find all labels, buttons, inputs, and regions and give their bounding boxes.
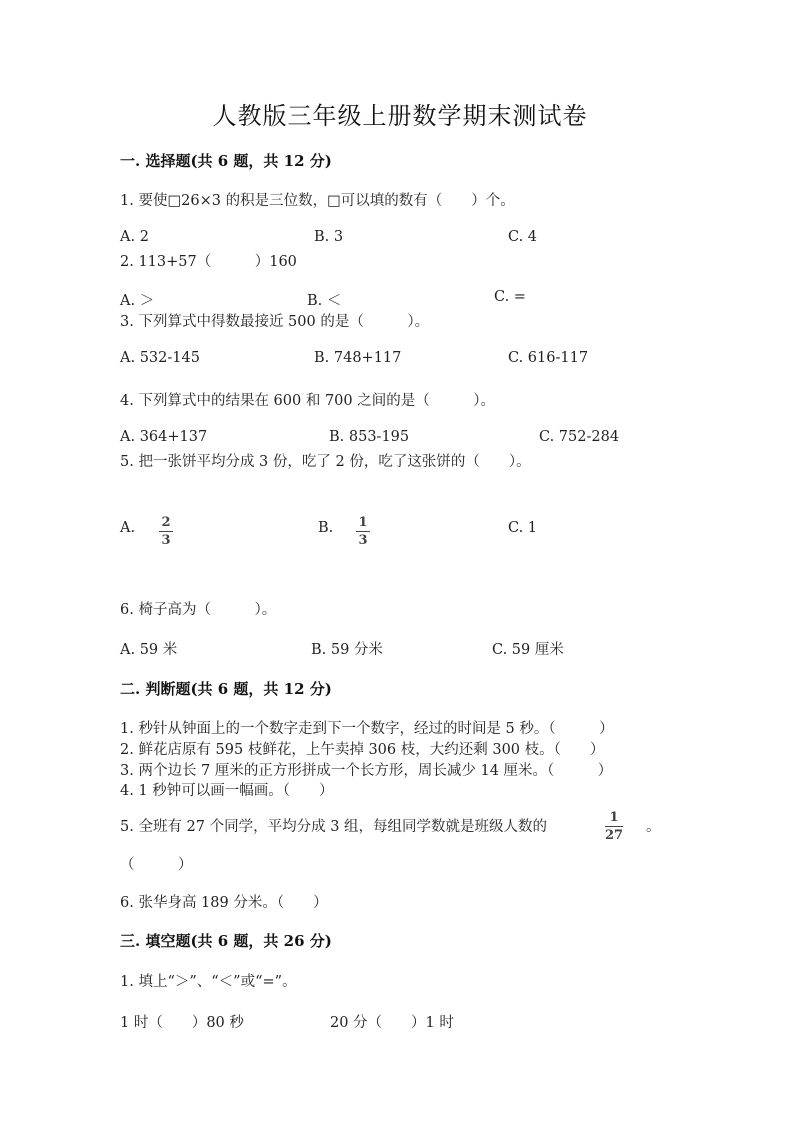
fraction-denominator: 3 bbox=[358, 533, 368, 548]
question-text: 1. 秒针从钟面上的一个数字走到下一个数字，经过的时间是 5 秒。（ ） bbox=[120, 721, 614, 737]
section-heading-choice: 一. 选择题(共 6 题，共 12 分) bbox=[120, 152, 332, 170]
option-c[interactable]: C. 1 bbox=[508, 520, 538, 536]
option-a[interactable]: A. 59 米 bbox=[120, 642, 178, 658]
option-a[interactable]: A. 532-145 bbox=[120, 350, 200, 366]
fraction-numerator: 1 bbox=[609, 810, 619, 825]
option-b[interactable]: B. 3 bbox=[314, 229, 344, 245]
section-heading-judgement: 二. 判断题(共 6 题，共 12 分) bbox=[120, 680, 332, 698]
question-text: 2. 鲜花店原有 595 枝鲜花，上午卖掉 306 枝，大约还剩 300 枝。（ ） bbox=[120, 742, 605, 758]
question-text: 6. 椅子高为（ ）。 bbox=[120, 602, 277, 618]
section-heading-fill-in: 三. 填空题(共 6 题，共 26 分) bbox=[120, 932, 332, 950]
question-text: 4. 下列算式中的结果在 600 和 700 之间的是（ ）。 bbox=[120, 393, 495, 409]
question-text: 1. 要使□26×3 的积是三位数，□可以填的数有（ ）个。 bbox=[120, 193, 515, 209]
option-b[interactable]: B. 853-195 bbox=[329, 429, 410, 445]
question-text: 5. 全班有 27 个同学，平均分成 3 组，每组同学数就是班级人数的 bbox=[120, 819, 548, 835]
question-text: 1. 填上“＞”、“＜”或“=”。 bbox=[120, 974, 297, 990]
fill-item[interactable]: 20 分（ ）1 时 bbox=[330, 1015, 454, 1031]
option-a[interactable]: A. ＞ bbox=[120, 293, 155, 309]
sentence-end: 。 bbox=[646, 819, 661, 835]
fraction-numerator: 2 bbox=[161, 515, 171, 530]
option-a[interactable]: A. 2 bbox=[120, 229, 149, 245]
option-c[interactable]: C. = bbox=[494, 289, 526, 305]
option-c[interactable]: C. 616-117 bbox=[508, 350, 589, 366]
fraction-two-thirds bbox=[159, 511, 173, 547]
option-a[interactable]: A. 364+137 bbox=[120, 429, 208, 445]
question-text: 6. 张华身高 189 分米。（ ） bbox=[120, 895, 328, 911]
fraction-denominator: 3 bbox=[161, 533, 171, 548]
answer-bracket[interactable]: （ ） bbox=[120, 857, 193, 873]
fraction-numerator: 1 bbox=[358, 515, 368, 530]
option-b[interactable]: B. ＜ bbox=[307, 293, 342, 309]
option-b[interactable]: B. 59 分米 bbox=[311, 642, 383, 658]
fraction-one-third bbox=[356, 511, 370, 547]
question-text: 5. 把一张饼平均分成 3 份，吃了 2 份，吃了这张饼的（ ）。 bbox=[120, 454, 531, 470]
fraction-denominator: 27 bbox=[605, 828, 624, 843]
question-text: 3. 两个边长 7 厘米的正方形拼成一个长方形，周长减少 14 厘米。（ ） bbox=[120, 763, 613, 779]
fraction-one-27th bbox=[605, 806, 623, 842]
option-c[interactable]: C. 59 厘米 bbox=[492, 642, 564, 658]
fill-item[interactable]: 1 时（ ）80 秒 bbox=[120, 1015, 244, 1031]
question-text: 3. 下列算式中得数最接近 500 的是（ ）。 bbox=[120, 314, 430, 330]
option-a[interactable]: A. bbox=[120, 520, 136, 536]
option-b[interactable]: B. bbox=[318, 520, 334, 536]
page-title: 人教版三年级上册数学期末测试卷 bbox=[212, 102, 588, 130]
question-text: 2. 113+57（ ）160 bbox=[120, 254, 297, 270]
question-text: 4. 1 秒钟可以画一幅画。（ ） bbox=[120, 783, 334, 799]
option-c[interactable]: C. 4 bbox=[508, 229, 538, 245]
option-c[interactable]: C. 752-284 bbox=[539, 429, 620, 445]
option-b[interactable]: B. 748+117 bbox=[314, 350, 402, 366]
